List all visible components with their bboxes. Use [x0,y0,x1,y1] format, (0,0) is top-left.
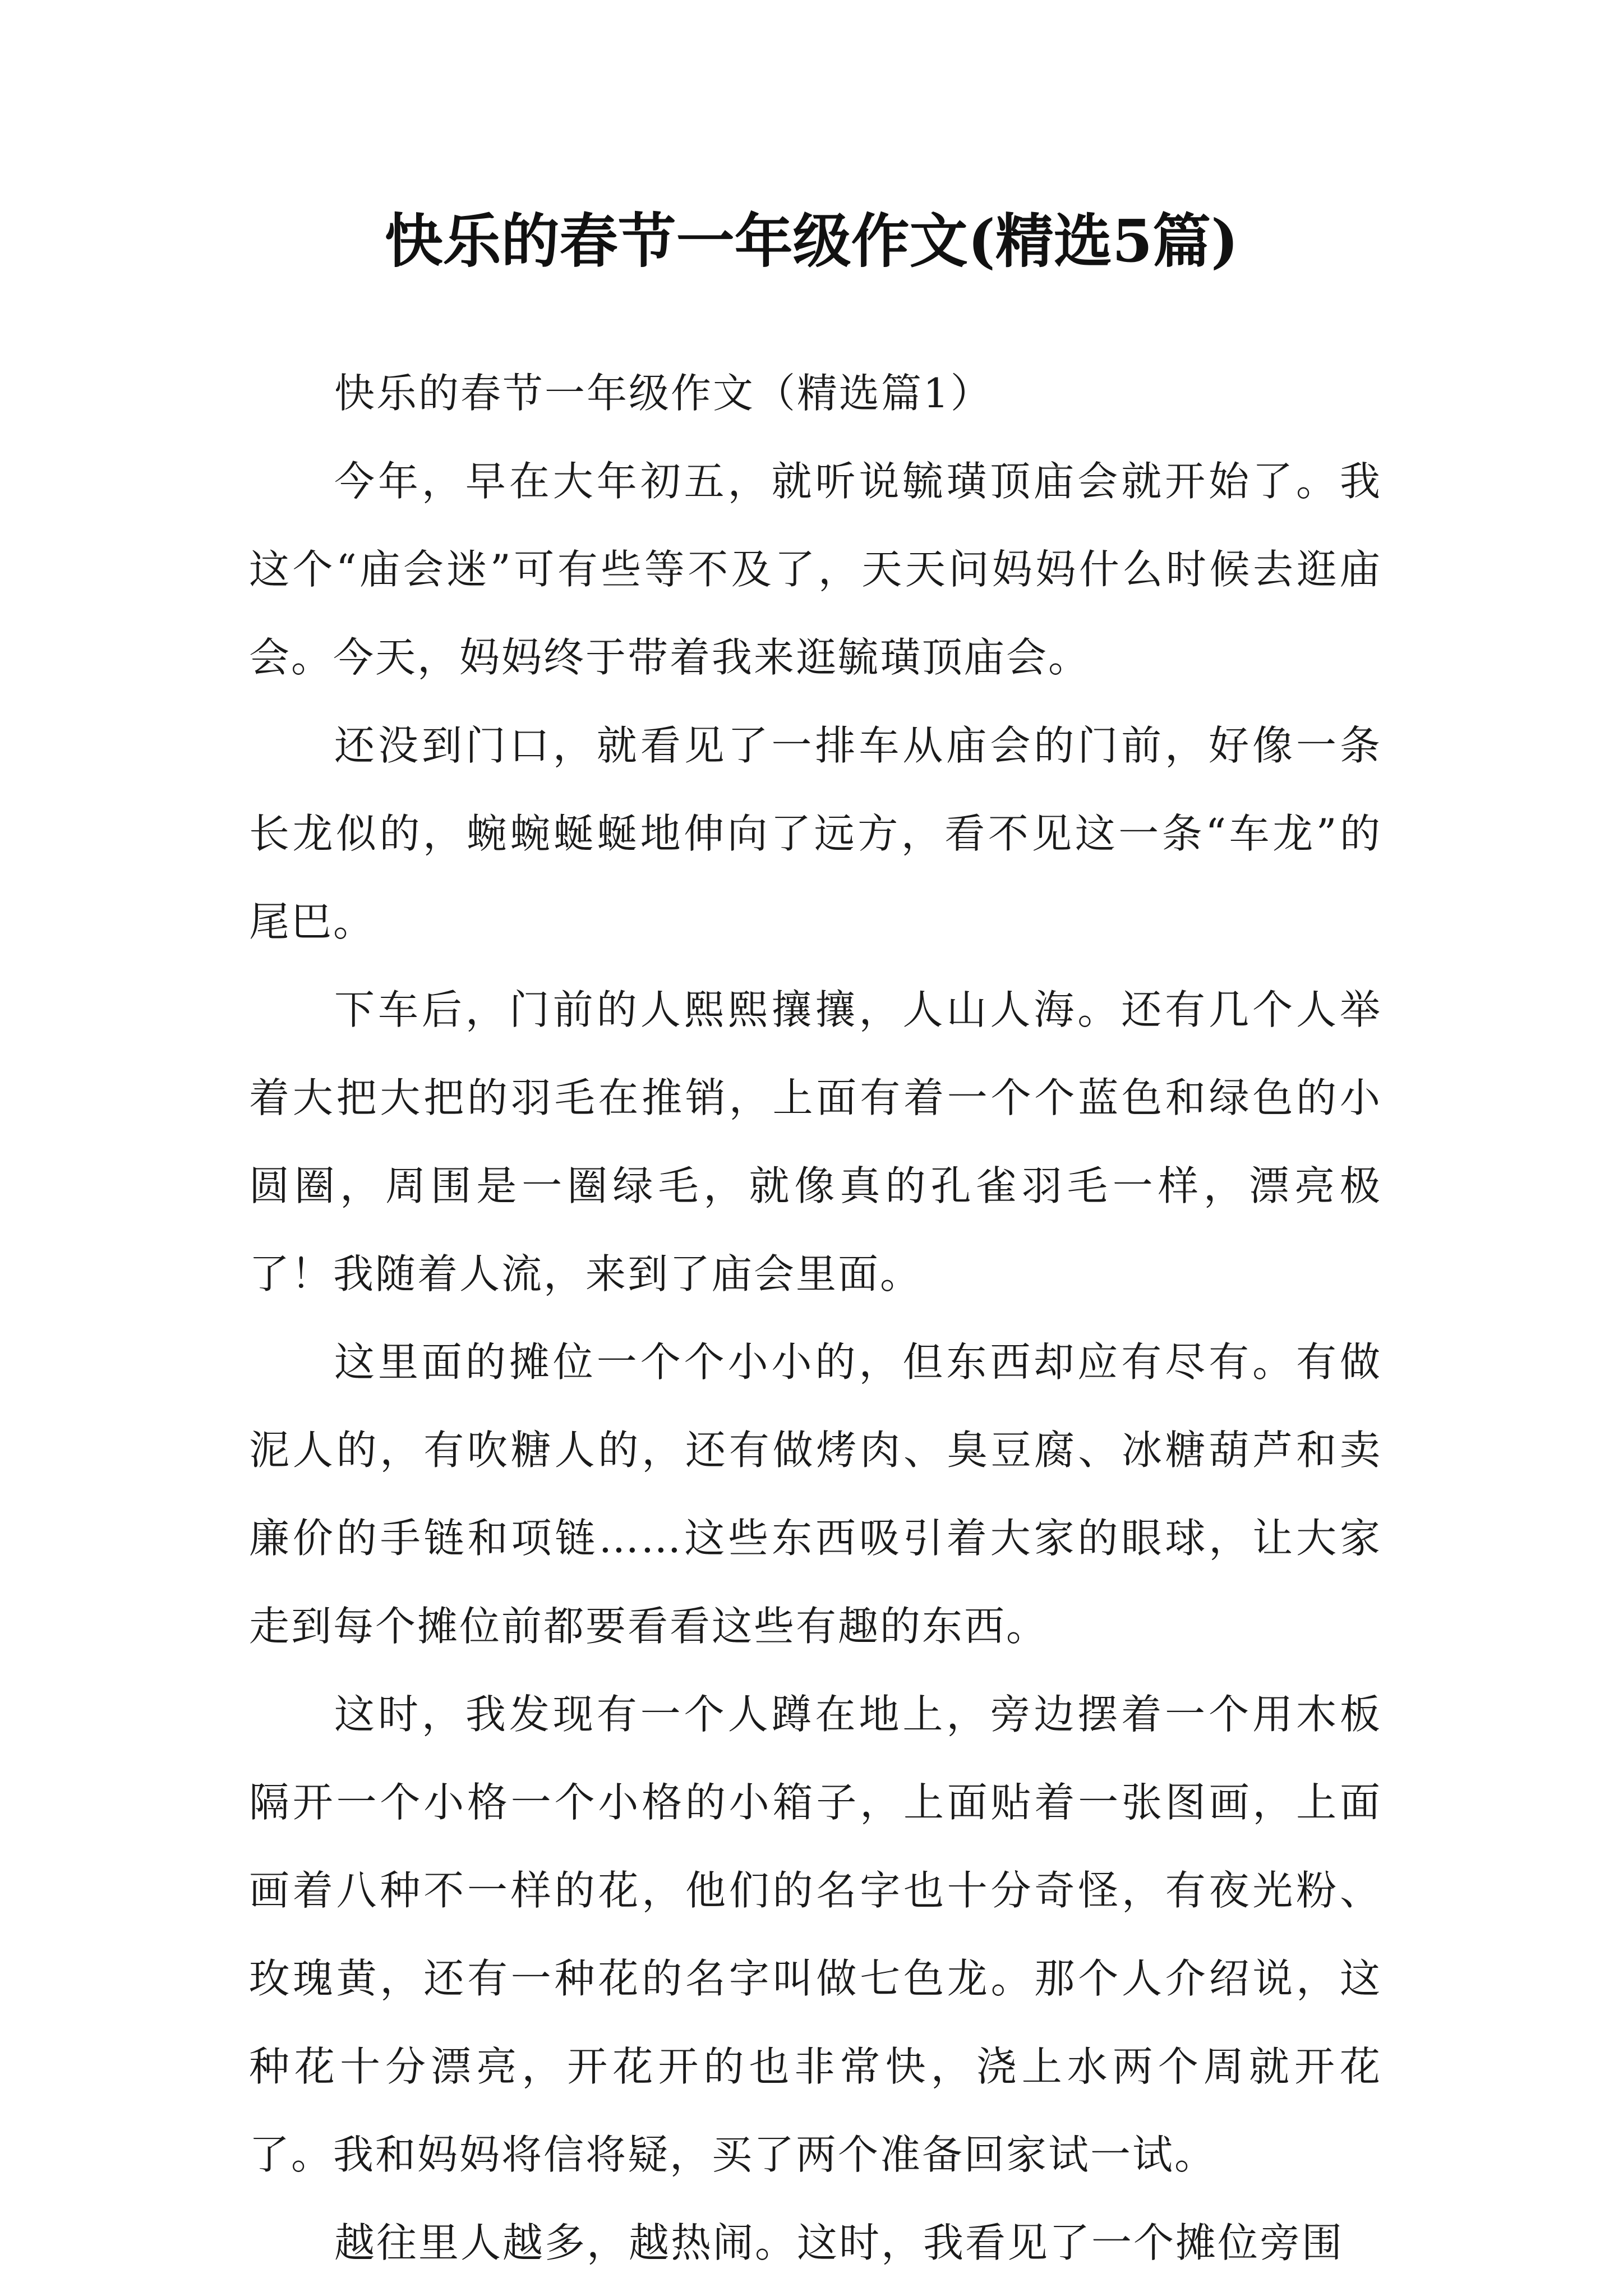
paragraph: 这时，我发现有一个人蹲在地上，旁边摆着一个用木板隔开一个小格一个小格的小箱子，上面贴着一张图画，上面画着八种不一样的花，他们的名字也十分奇怪，有夜光粉、玫瑰黄，还有一种花的名字叫做七色龙。那个人介绍说，这种花十分漂亮，开花开的也非常快，浇上水两个周就开花了。我和妈妈将信将疑，买了两个准备回家试一试。 [249,1691,1382,2178]
document-title: 快乐的春节一年级作文(精选5篇) [384,206,1239,275]
paragraph: 下车后，门前的人熙熙攘攘，人山人海。还有几个人举着大把大把的羽毛在推销，上面有着一个个蓝色和绿色的小圆圈，周围是一圈绿毛，就像真的孔雀羽毛一样，漂亮极了！我随着人流，来到了庙会里面。 [249,986,1382,1297]
paragraph: 还没到门口，就看见了一排车从庙会的门前，好像一条长龙似的，蜿蜿蜒蜒地伸向了远方，看不见这一条“车龙”的尾巴。 [249,722,1382,945]
section-heading: 快乐的春节一年级作文（精选篇1） [334,370,993,417]
paragraph: 这里面的摊位一个个小小的，但东西却应有尽有。有做泥人的，有吹糖人的，还有做烤肉、臭豆腐、冰糖葫芦和卖廉价的手链和项链……这些东西吸引着大家的眼球，让大家走到每个摊位前都要看看这些有趣的东西。 [249,1338,1382,1650]
paragraph: 今年，早在大年初五，就听说毓璜顶庙会就开始了。我这个“庙会迷”可有些等不及了，天天问妈妈什么时候去逛庙会。今天，妈妈终于带着我来逛毓璜顶庙会。 [249,458,1382,681]
document-body [249,349,1382,2287]
paragraph: 越往里人越多，越热闹。这时，我看见了一个摊位旁围 [334,2219,1344,2266]
